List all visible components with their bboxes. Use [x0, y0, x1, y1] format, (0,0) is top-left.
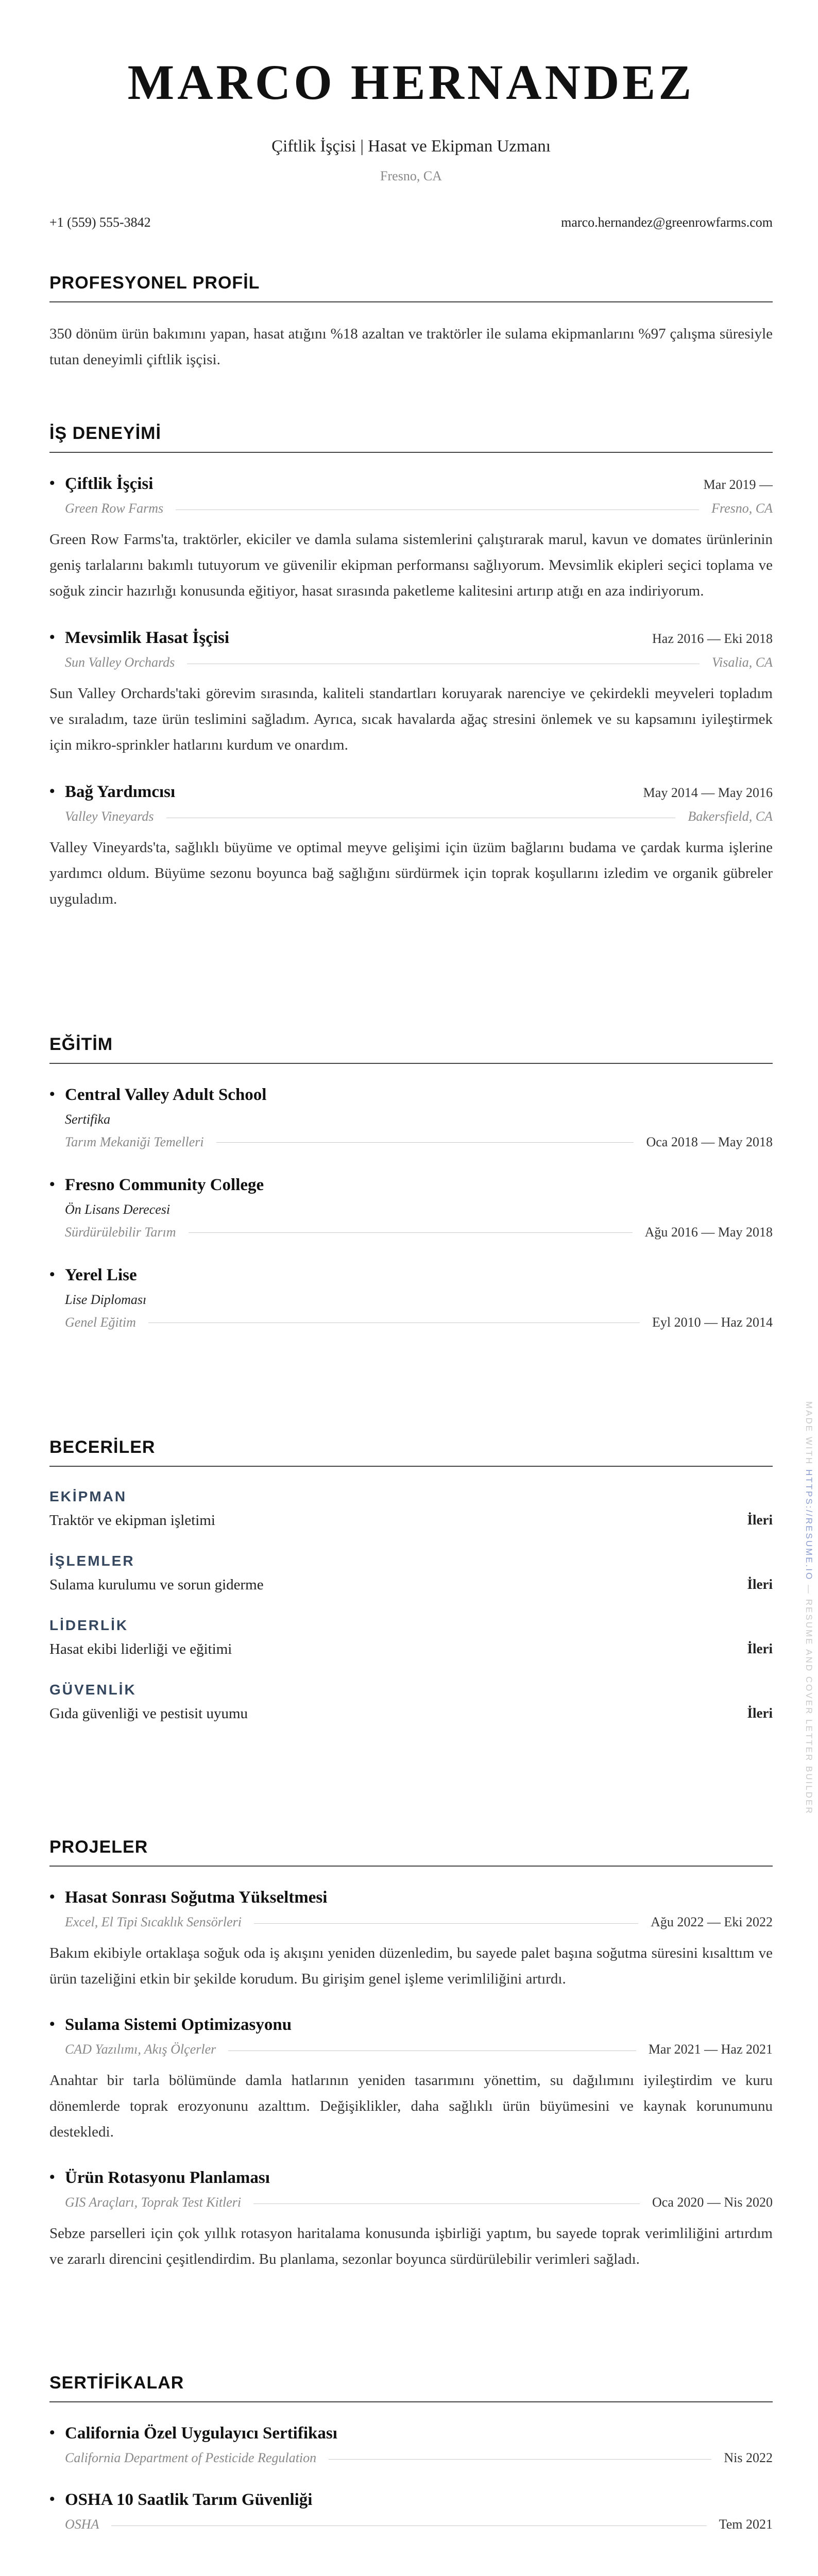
skill-name: Gıda güvenliği ve pestisit uyumu — [49, 1705, 248, 1722]
project-description: Bakım ekibiyle ortaklaşa soğuk oda iş akışını yeniden düzenledim, bu sayede palet başına soğutma süresini kısalttım ve ürün tazeliğini etkin bir şekilde korudum. Bu girişim genel işleme verimliliğini artırdı. — [49, 1945, 773, 1987]
field-of-study: Sürdürülebilir Tarım — [65, 1225, 176, 1240]
skill-name: Traktör ve ekipman işletimi — [49, 1512, 215, 1529]
skill-category: LİDERLİK — [49, 1617, 129, 1633]
skills-section — [49, 1437, 773, 1722]
project-description: Anahtar bir tarla bölümünde damla hatlarının yeniden tasarımını yönettim, su dağılımını iyileştirdim ve kuru dönemlerde toprak erozyonunu azalttım. Değişiklikler, daha sağlıklı ürün büyümesini ve kaynak korunumunu destekledi. — [49, 2072, 773, 2140]
experience-entry — [49, 629, 773, 758]
project-description: Sebze parselleri için çok yıllık rotasyon haritalama konusunda işbirliği yaptım, bu sayede toprak verimliliğini artırdım ve zararlı direncini çeşitlendirdim. Bu planlama, sezonlar boyunca sürdürülebilir verimleri sağladı. — [49, 2225, 773, 2267]
project-title: • Hasat Sonrası Soğutma Yükseltmesi — [49, 1888, 773, 1907]
education-section — [49, 1035, 773, 1330]
project-tools: GIS Araçları, Toprak Test Kitleri — [65, 2195, 242, 2210]
profile-heading: PROFESYONEL PROFİL — [49, 273, 773, 302]
skill-category: EKİPMAN — [49, 1488, 127, 1504]
experience-heading: İŞ DENEYİMİ — [49, 423, 773, 453]
experience-date: May 2014 — May 2016 — [643, 785, 773, 800]
resume-page — [49, 0, 773, 2532]
school-name: • Fresno Community College — [49, 1176, 773, 1195]
watermark-link[interactable]: HTTPS://RESUME.IO — [804, 1469, 814, 1581]
experience-location: Fresno, CA — [711, 501, 773, 516]
experience-section — [49, 423, 773, 912]
skill-group — [49, 1553, 773, 1594]
experience-description: Valley Vineyards'ta, sağlıklı büyüme ve optimal meyve gelişimi için üzüm bağlarını budama ve çardak kurma işlerine yardımcı oldum. Büyüme sezonu boyunca bağ sağlığını sürdürmek için toprak koşullarını izledim ve organik gübreler uyguladım. — [49, 839, 773, 907]
project-title: • Sulama Sistemi Optimizasyonu — [49, 2015, 773, 2035]
school-name: • Central Valley Adult School — [49, 1086, 773, 1105]
certification-entry — [49, 2490, 773, 2532]
experience-company: Green Row Farms — [65, 501, 164, 516]
certification-date: Tem 2021 — [719, 2517, 773, 2532]
dotted-leader — [254, 1923, 638, 1924]
skill-level: İleri — [747, 1705, 773, 1721]
builder-watermark — [806, 1401, 816, 1865]
project-date: Oca 2020 — Nis 2020 — [652, 2195, 773, 2210]
certification-issuer: OSHA — [65, 2517, 99, 2532]
profile-section — [49, 273, 773, 372]
skill-group — [49, 1682, 773, 1722]
skill-category: İŞLEMLER — [49, 1553, 135, 1569]
header-location: Fresno, CA — [380, 168, 442, 183]
skill-name: Sulama kurulumu ve sorun giderme — [49, 1577, 264, 1593]
experience-date: Haz 2016 — Eki 2018 — [652, 631, 773, 646]
candidate-name: MARCO HERNANDEZ — [127, 55, 695, 110]
project-entry — [49, 2015, 773, 2145]
project-entry — [49, 2168, 773, 2272]
experience-title: • Bağ Yardımcısı — [49, 783, 175, 802]
skill-level: İleri — [747, 1577, 773, 1592]
skill-name: Hasat ekibi liderliği ve eğitimi — [49, 1641, 232, 1657]
skill-level: İleri — [747, 1512, 773, 1528]
skill-level: İleri — [747, 1641, 773, 1656]
education-date: Eyl 2010 — Haz 2014 — [652, 1315, 773, 1330]
profile-text: 350 dönüm ürün bakımını yapan, hasat atığını %18 azaltan ve traktörler ile sulama ekipmanlarını %97 çalışma süresiyle tutan deneyimli çiftlik işçisi. — [49, 326, 773, 368]
education-date: Ağu 2016 — May 2018 — [644, 1225, 773, 1240]
experience-title: • Mevsimlik Hasat İşçisi — [49, 629, 229, 648]
skills-heading: BECERİLER — [49, 1437, 773, 1467]
school-name: • Yerel Lise — [49, 1266, 773, 1285]
education-entry — [49, 1086, 773, 1150]
dotted-leader — [228, 2050, 636, 2051]
dotted-leader — [216, 1142, 634, 1143]
education-entry — [49, 1176, 773, 1240]
skill-group — [49, 1617, 773, 1658]
project-tools: Excel, El Tipi Sıcaklık Sensörleri — [65, 1914, 242, 1929]
job-title: Çiftlik İşçisi | Hasat ve Ekipman Uzmanı — [271, 137, 551, 156]
projects-section — [49, 1837, 773, 2272]
degree: Ön Lisans Derecesi — [65, 1202, 171, 1217]
watermark-suffix: — RESUME AND COVER LETTER BUILDER — [804, 1585, 814, 1815]
education-heading: EĞİTİM — [49, 1035, 773, 1064]
experience-entry — [49, 474, 773, 604]
experience-description: Green Row Farms'ta, traktörler, ekiciler ve damla sulama sistemlerini çalıştırarak marul, kavun ve domates ürünlerinin geniş tarlalarını bakımlı tutuyorum ve güvenilir ekipman performansı sağlıyorum. Mevsimlik ekipleri seçici toplama ve soğuk zincir hazırlığı konusunda eğitiyor, hasat sırasında paketleme kalitesini artırıp atığı en aza indiriyorum. — [49, 531, 773, 599]
certifications-heading: SERTİFİKALAR — [49, 2373, 773, 2402]
skill-group — [49, 1488, 773, 1529]
project-title: • Ürün Rotasyonu Planlaması — [49, 2168, 773, 2188]
project-date: Ağu 2022 — Eki 2022 — [651, 1914, 773, 1929]
phone-number[interactable]: +1 (559) 555-3842 — [49, 215, 151, 230]
degree: Sertifika — [65, 1112, 111, 1127]
certification-date: Nis 2022 — [724, 2450, 773, 2465]
watermark-prefix: MADE WITH — [804, 1401, 814, 1466]
projects-heading: PROJELER — [49, 1837, 773, 1867]
experience-entry — [49, 783, 773, 912]
field-of-study: Tarım Mekaniği Temelleri — [65, 1134, 204, 1149]
experience-description: Sun Valley Orchards'taki görevim sırasında, kaliteli standartları koruyarak narenciye ve çekirdekli meyveleri topladım ve sıraladım, taze ürün teslimini sağladım. Ayrıca, sıcak havalarda ağaç stresini önlemek ve su kapsamını iyileştirmek için mikro-sprinkler hatlarını kurdum ve onardım. — [49, 685, 773, 753]
project-entry — [49, 1888, 773, 1992]
education-entry — [49, 1266, 773, 1330]
education-date: Oca 2018 — May 2018 — [646, 1134, 773, 1149]
certification-entry — [49, 2424, 773, 2466]
dotted-leader — [329, 2459, 711, 2460]
certification-issuer: California Department of Pesticide Regulation — [65, 2450, 317, 2465]
certification-title: • OSHA 10 Saatlik Tarım Güvenliği — [49, 2490, 773, 2510]
experience-company: Valley Vineyards — [65, 809, 154, 824]
experience-title: • Çiftlik İşçisi — [49, 474, 153, 494]
project-date: Mar 2021 — Haz 2021 — [648, 2042, 773, 2057]
contact-row — [49, 215, 773, 230]
certification-title: • California Özel Uygulayıcı Sertifikası — [49, 2424, 773, 2443]
experience-date: Mar 2019 — — [703, 477, 773, 492]
field-of-study: Genel Eğitim — [65, 1315, 136, 1330]
project-tools: CAD Yazılımı, Akış Ölçerler — [65, 2042, 216, 2057]
dotted-leader — [189, 1232, 633, 1233]
degree: Lise Diploması — [65, 1292, 147, 1307]
experience-location: Bakersfield, CA — [688, 809, 773, 824]
experience-company: Sun Valley Orchards — [65, 655, 175, 670]
experience-location: Visalia, CA — [712, 655, 773, 670]
certifications-section — [49, 2373, 773, 2532]
email-address[interactable]: marco.hernandez@greenrowfarms.com — [561, 215, 773, 230]
skill-category: GÜVENLİK — [49, 1682, 137, 1698]
